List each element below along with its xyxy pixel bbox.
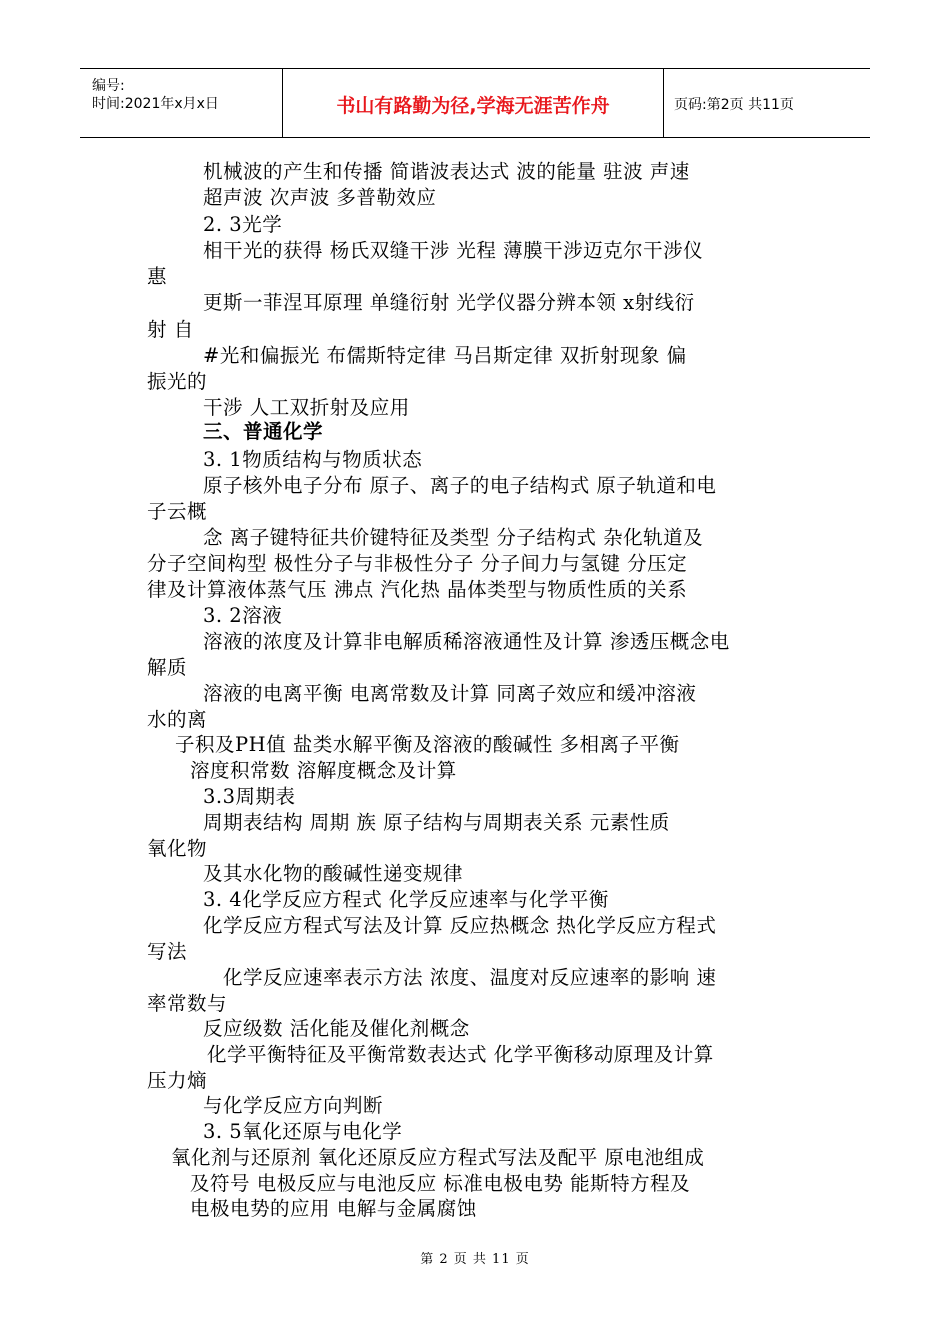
text-line: 律及计算液体蒸气压 沸点 汽化热 晶体类型与物质性质的关系 <box>147 578 688 601</box>
text-line: 3. 5氧化还原与电化学 <box>203 1120 403 1143</box>
text-line: 振光的 <box>147 370 208 393</box>
text-line: 溶液的电离平衡 电离常数及计算 同离子效应和缓冲溶液 <box>203 682 697 705</box>
text-line: 3. 4化学反应方程式 化学反应速率与化学平衡 <box>203 888 609 911</box>
text-line: 氧化剂与还原剂 氧化还原反应方程式写法及配平 原电池组成 <box>171 1146 705 1169</box>
motto: 书山有路勤为径,学海无涯苦作舟 <box>336 95 610 117</box>
text-line: 3. 2溶液 <box>203 604 283 627</box>
text-line: 及符号 电极反应与电池反应 标准电极电势 能斯特方程及 <box>190 1172 691 1195</box>
text-line: 3. 1物质结构与物质状态 <box>203 448 423 471</box>
text-line: 子积及PH值 盐类水解平衡及溶液的酸碱性 多相离子平衡 <box>175 733 680 756</box>
text-line: 化学平衡特征及平衡常数表达式 化学平衡移动原理及计算 <box>207 1043 714 1066</box>
header-motto-cell <box>282 69 664 137</box>
date-line: 时间:2021年x月x日 <box>92 96 219 112</box>
text-line: 氧化物 <box>147 837 208 860</box>
text-line: 溶液的浓度及计算非电解质稀溶液通性及计算 渗透压概念电 <box>203 630 730 653</box>
text-line: 念 离子键特征共价键特征及类型 分子结构式 杂化轨道及 <box>203 526 704 549</box>
text-line: 3.3周期表 <box>203 785 296 808</box>
text-line: 射 自 <box>147 318 194 341</box>
text-line: 溶度积常数 溶解度概念及计算 <box>190 759 457 782</box>
text-line: 化学反应速率表示方法 浓度、温度对反应速率的影响 速 <box>223 966 717 989</box>
text-line: 子云概 <box>147 500 208 523</box>
text-line: 2. 3光学 <box>203 213 283 236</box>
text-line: 超声波 次声波 多普勒效应 <box>203 186 437 209</box>
page-footer: 第 2 页 共 11 页 <box>420 1252 530 1267</box>
text-line: #光和偏振光 布儒斯特定律 马吕斯定律 双折射现象 偏 <box>203 344 687 367</box>
header-page-cell <box>664 69 870 137</box>
text-line: 与化学反应方向判断 <box>203 1094 384 1117</box>
text-line: 电极电势的应用 电解与金属腐蚀 <box>190 1197 477 1220</box>
code-label: 编号: <box>92 78 125 94</box>
text-line: 惠 <box>147 265 168 288</box>
text-line: 干涉 人工双折射及应用 <box>203 396 410 419</box>
text-line: 相干光的获得 杨氏双缝干涉 光程 薄膜干涉迈克尔干涉仪 <box>203 239 704 262</box>
header-info-cell <box>80 69 282 137</box>
text-line: 原子核外电子分布 原子、离子的电子结构式 原子轨道和电 <box>203 474 717 497</box>
text-line: 周期表结构 周期 族 原子结构与周期表关系 元素性质 <box>203 811 670 834</box>
text-line: 及其水化物的酸碱性递变规律 <box>203 862 464 885</box>
text-line: 解质 <box>147 656 188 679</box>
page-header <box>80 68 870 138</box>
page-info: 页码:第2页 共11页 <box>674 97 794 113</box>
text-line: 分子空间构型 极性分子与非极性分子 分子间力与氢键 分压定 <box>147 552 688 575</box>
text-line: 更斯一菲涅耳原理 单缝衍射 光学仪器分辨本领 x射线衍 <box>203 291 695 314</box>
section-heading: 三、普通化学 <box>203 420 324 443</box>
text-line: 水的离 <box>147 708 208 731</box>
text-line: 化学反应方程式写法及计算 反应热概念 热化学反应方程式 <box>203 914 717 937</box>
text-line: 反应级数 活化能及催化剂概念 <box>203 1017 470 1040</box>
text-line: 压力熵 <box>147 1069 208 1092</box>
text-line: 率常数与 <box>147 992 228 1015</box>
text-line: 机械波的产生和传播 简谐波表达式 波的能量 驻波 声速 <box>203 160 690 183</box>
text-line: 写法 <box>147 940 188 963</box>
